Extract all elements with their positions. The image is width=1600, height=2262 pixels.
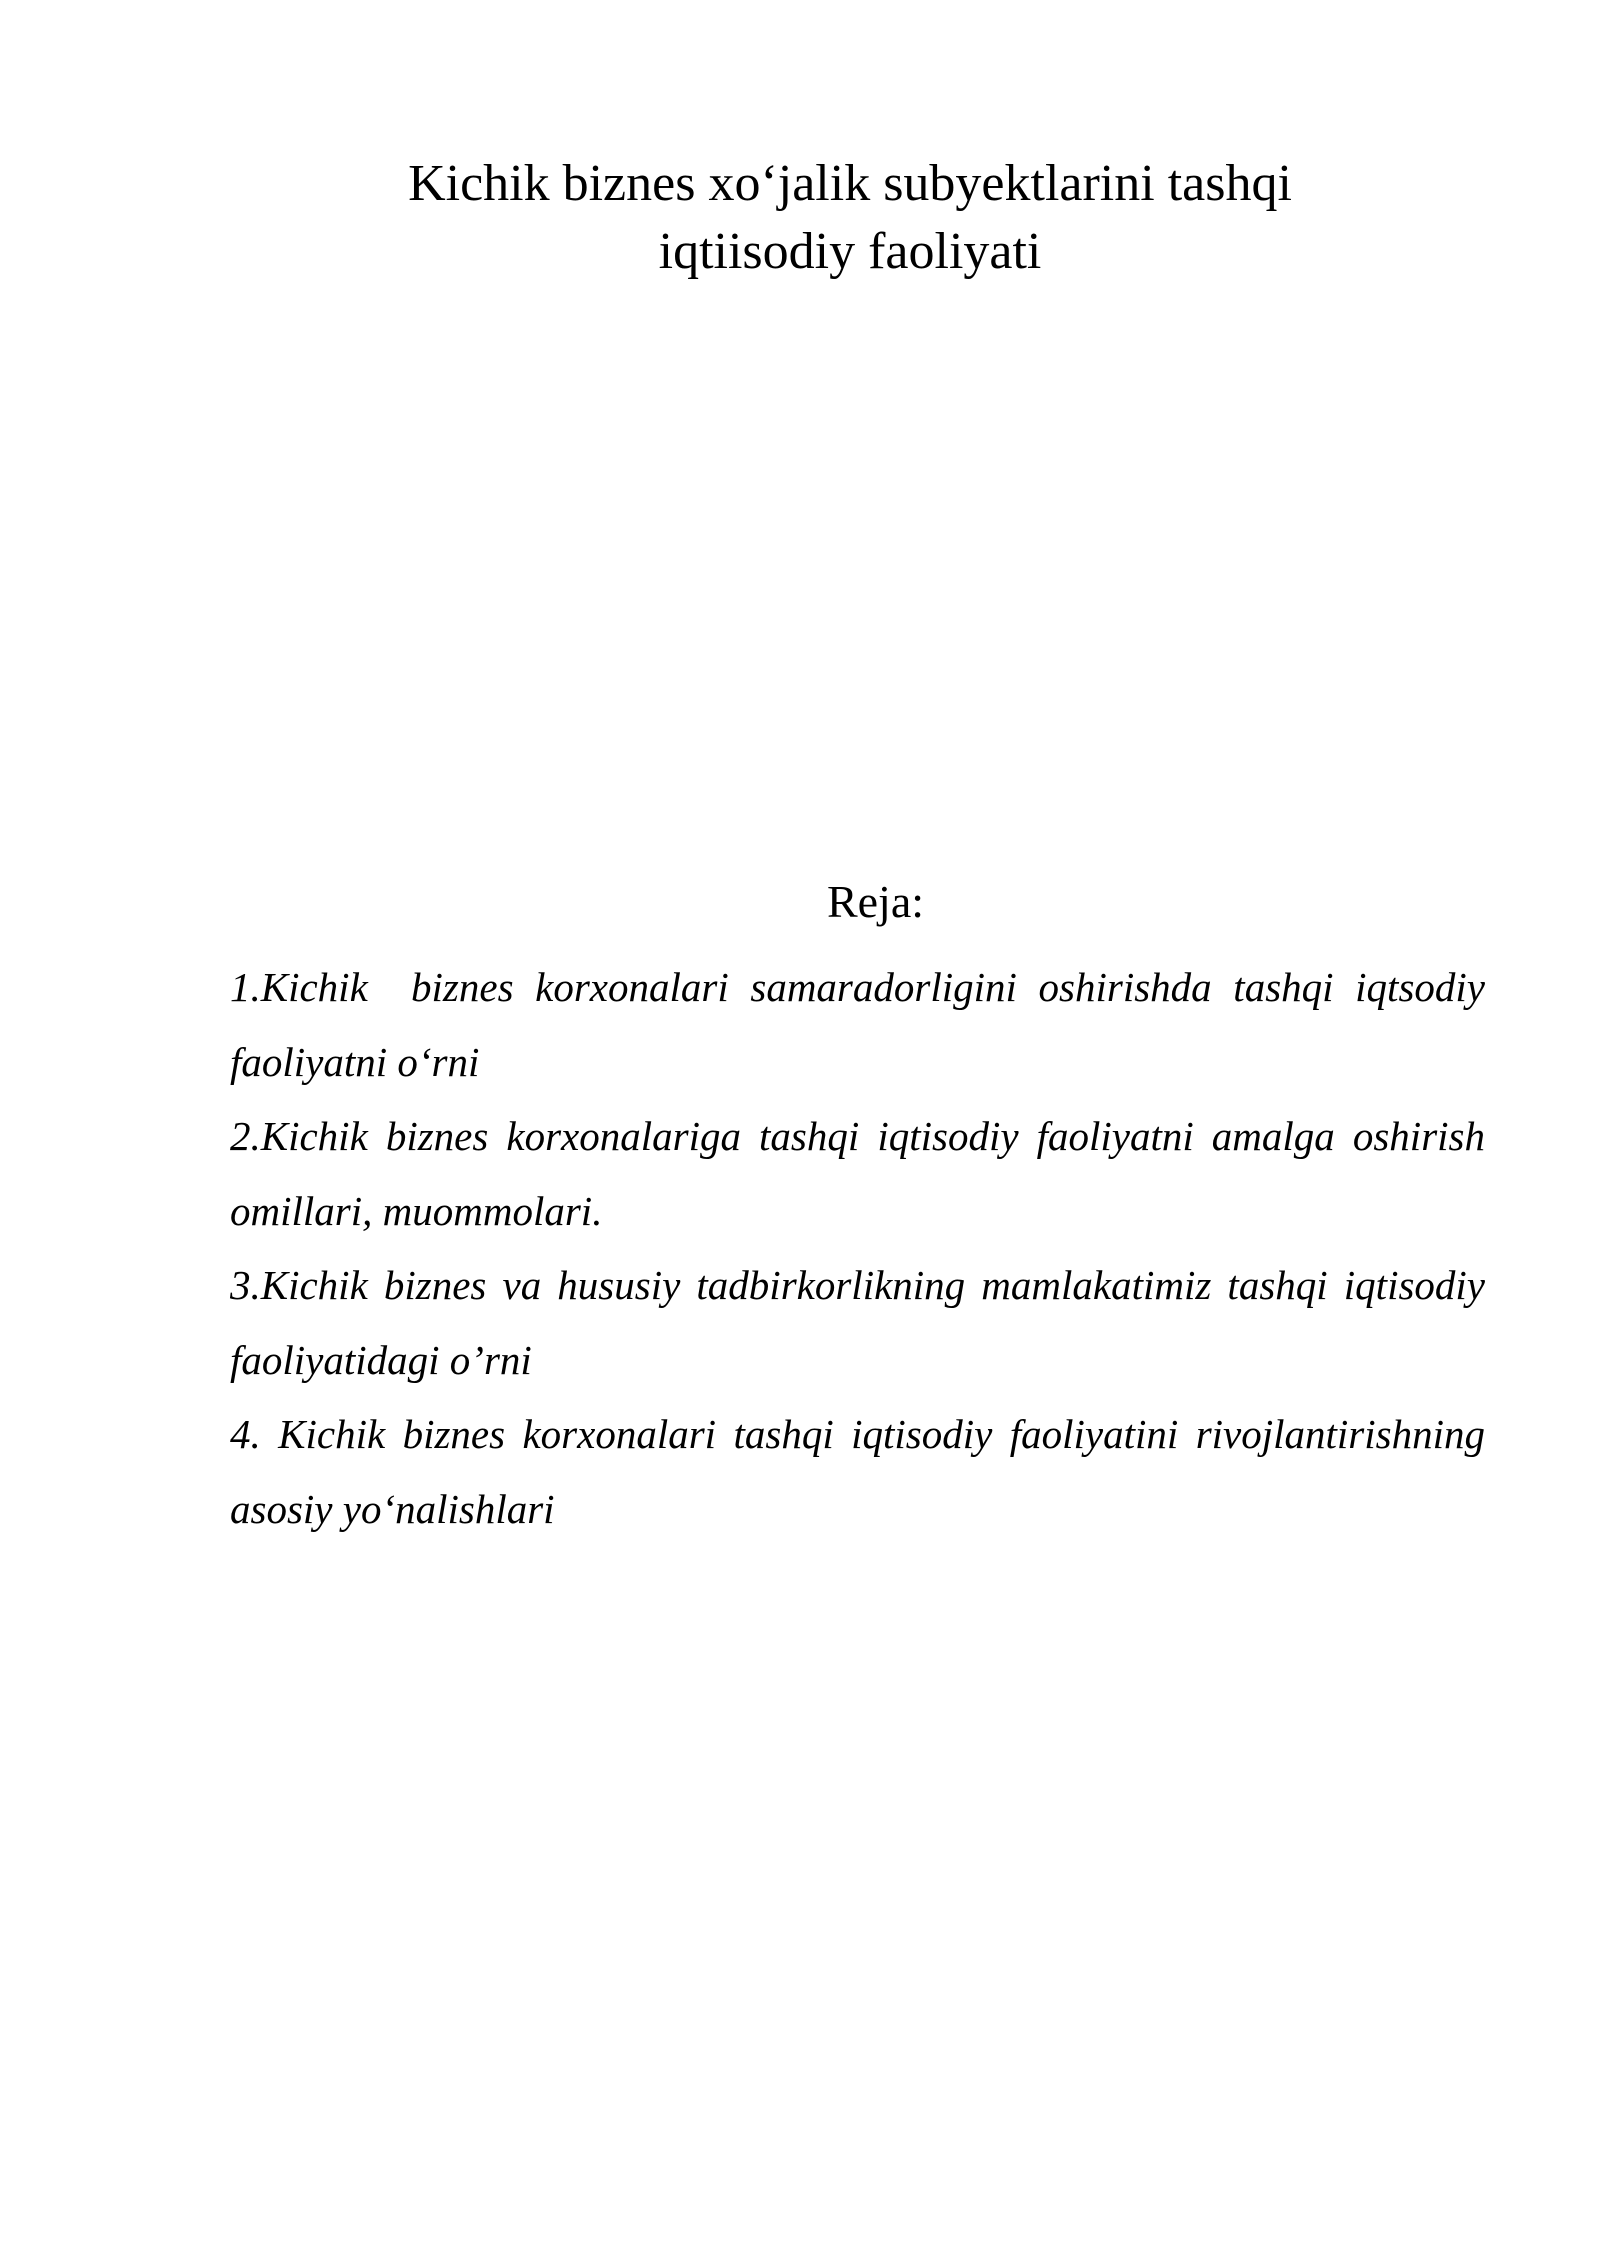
plan-list xyxy=(230,950,1516,1546)
plan-item-1: 1.Kichik biznes korxonalari samaradorligini oshirishda tashqi iqtsodiy faoliyatni o‘rni xyxy=(230,964,1496,1085)
plan-item-2: 2.Kichik biznes korxonalariga tashqi iqtisodiy faoliyatni amalga oshirish omillari, muommolari. xyxy=(230,1113,1496,1234)
plan-heading: Reja: xyxy=(826,876,925,927)
plan-item-3: 3.Kichik biznes va hususiy tadbirkorlikning mamlakatimiz tashqi iqtisodiy faoliyatidagi o’rni xyxy=(230,1262,1496,1383)
title-line-2: iqtiisodiy faoliyati xyxy=(658,223,1042,280)
plan-item-4: 4. Kichik biznes korxonalari tashqi iqtisodiy faoliyatini rivojlantirishning asosiy yo‘nalishlari xyxy=(230,1411,1516,1532)
title-line-1: Kichik biznes xo‘jalik subyektlarini tashqi xyxy=(408,155,1292,212)
document-title xyxy=(330,150,1370,286)
